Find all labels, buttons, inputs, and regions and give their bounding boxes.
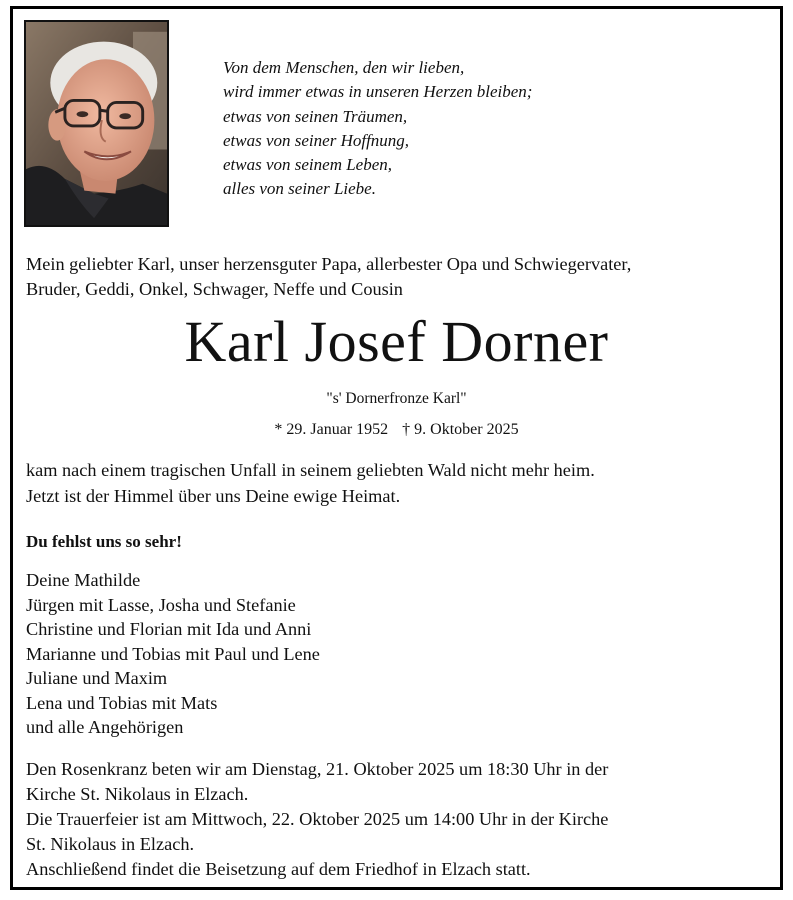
- poem-line: etwas von seinen Träumen,: [223, 106, 408, 126]
- birth-date: * 29. Januar 1952: [274, 421, 389, 438]
- poem-line: Von dem Menschen, den wir lieben,: [223, 58, 465, 77]
- deceased-name: Karl Josef Dorner: [184, 309, 609, 374]
- poem-line: etwas von seiner Hoffnung,: [223, 130, 410, 150]
- message-text: [26, 458, 595, 509]
- family-list: [26, 568, 320, 740]
- service-line: Kirche St. Nikolaus in Elzach.: [26, 784, 249, 804]
- poem-line: wird immer etwas in unseren Herzen bleiben;: [223, 82, 533, 102]
- intro-line: Mein geliebter Karl, unser herzensguter Papa, allerbester Opa und Schwiegervater,: [26, 254, 632, 274]
- family-line: Jürgen mit Lasse, Josha und Stefanie: [26, 594, 296, 615]
- family-line: Juliane und Maxim: [26, 668, 168, 688]
- service-line: Den Rosenkranz beten wir am Dienstag, 21. Oktober 2025 um 18:30 Uhr in der: [26, 759, 609, 779]
- service-line: Anschließend findet die Beisetzung auf dem Friedhof in Elzach statt.: [26, 859, 531, 879]
- service-info: [26, 757, 608, 882]
- family-line: Lena und Tobias mit Mats: [26, 692, 218, 713]
- death-date: † 9. Oktober 2025: [402, 421, 519, 438]
- nickname: "s' Dornerfronze Karl": [326, 390, 467, 407]
- service-line: St. Nikolaus in Elzach.: [26, 834, 195, 854]
- poem-line: etwas von seinem Leben,: [223, 155, 393, 175]
- family-line: Deine Mathilde: [26, 570, 141, 590]
- family-line: Marianne und Tobias mit Paul und Lene: [26, 643, 320, 664]
- intro-line: Bruder, Geddi, Onkel, Schwager, Neffe und Cousin: [26, 279, 403, 299]
- miss-heading: Du fehlst uns so sehr!: [26, 532, 182, 551]
- life-dates: [0, 421, 793, 439]
- intro-text: [26, 252, 771, 302]
- portrait-photo: [24, 20, 169, 227]
- service-line: Die Trauerfeier ist am Mittwoch, 22. Oktober 2025 um 14:00 Uhr in der Kirche: [26, 809, 609, 829]
- family-line: Christine und Florian mit Ida und Anni: [26, 619, 312, 639]
- message-line: Jetzt ist der Himmel über uns Deine ewige Heimat.: [26, 485, 401, 506]
- message-line: kam nach einem tragischen Unfall in seinem geliebten Wald nicht mehr heim.: [26, 460, 595, 480]
- poem-line: alles von seiner Liebe.: [223, 179, 376, 199]
- poem: [223, 56, 532, 202]
- family-line: und alle Angehörigen: [26, 717, 184, 737]
